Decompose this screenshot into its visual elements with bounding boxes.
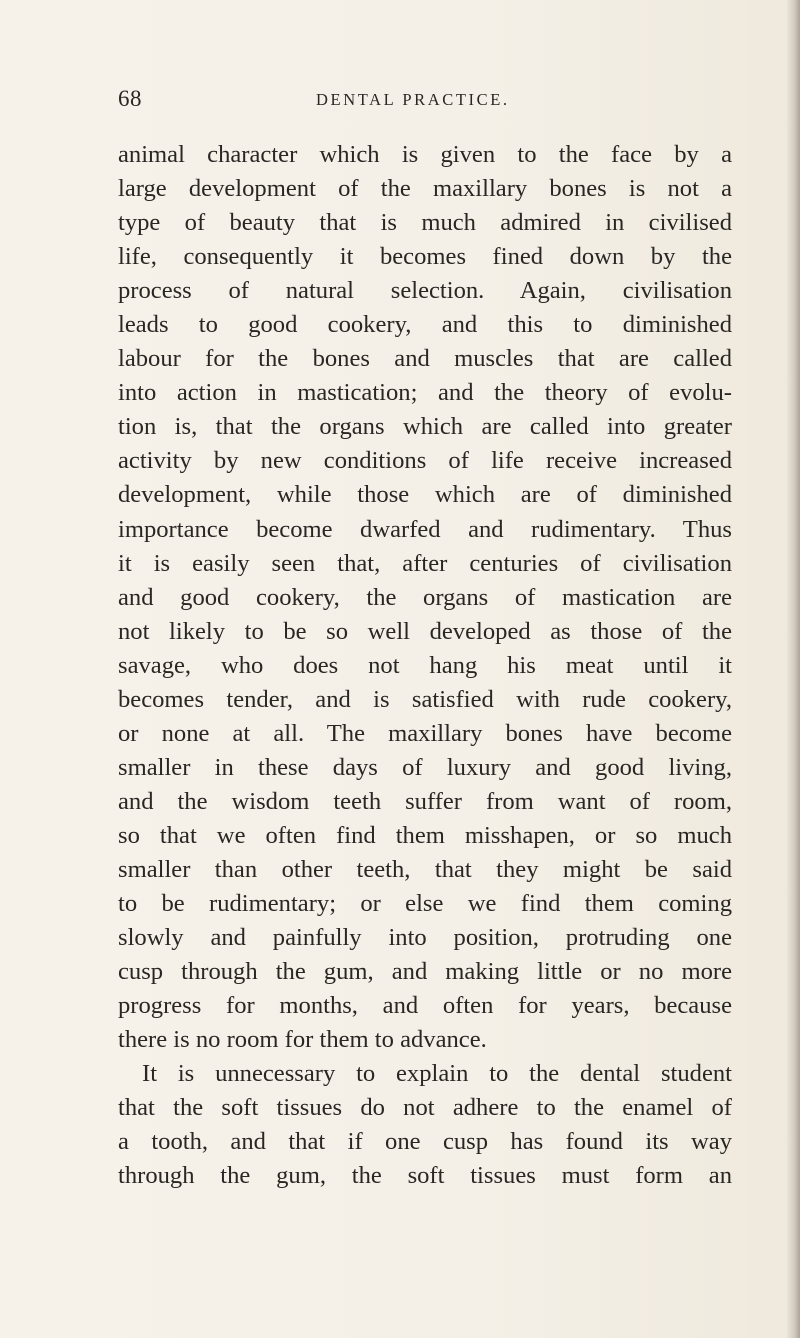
text-line: leads to good cookery, and this to diminished <box>118 311 732 339</box>
text-line: into action in mastication; and the theory of evolu- <box>118 379 732 407</box>
text-line: development, while those which are of diminished <box>118 481 732 509</box>
text-line: large development of the maxillary bones is not a <box>118 175 732 203</box>
page-header <box>118 86 732 116</box>
text-line: type of beauty that is much admired in civilised <box>118 209 732 237</box>
text-line: life, consequently it becomes fined down by the <box>118 243 732 271</box>
text-line: activity by new conditions of life receive increased <box>118 447 732 475</box>
text-line: not likely to be so well developed as those of the <box>118 617 732 645</box>
page-edge-shadow <box>786 0 800 1338</box>
text-line: smaller than other teeth, that they might be said <box>118 855 732 883</box>
text-line: it is easily seen that, after centuries of civilisation <box>118 549 732 577</box>
text-line: and good cookery, the organs of mastication are <box>118 583 732 611</box>
text-line: to be rudimentary; or else we find them coming <box>118 890 732 918</box>
text-line: and the wisdom teeth suffer from want of room, <box>118 787 732 815</box>
text-line: or none at all. The maxillary bones have become <box>118 719 732 747</box>
text-line: progress for months, and often for years, because <box>118 992 732 1020</box>
text-line: It is unnecessary to explain to the dental student <box>142 1060 732 1088</box>
text-line: labour for the bones and muscles that are called <box>118 345 732 373</box>
text-line: slowly and painfully into position, protruding one <box>118 924 732 952</box>
text-line: so that we often find them misshapen, or so much <box>118 821 732 849</box>
text-line: cusp through the gum, and making little or no more <box>118 958 732 986</box>
text-line: through the gum, the soft tissues must form an <box>118 1162 732 1190</box>
text-line: tion is, that the organs which are called into greater <box>118 413 732 441</box>
text-line: a tooth, and that if one cusp has found its way <box>118 1128 732 1156</box>
text-line: smaller in these days of luxury and good living, <box>118 753 732 781</box>
running-head: DENTAL PRACTICE. <box>316 90 510 109</box>
text-line: that the soft tissues do not adhere to the enamel of <box>118 1094 732 1122</box>
text-line: there is no room for them to advance. <box>118 1026 487 1054</box>
text-line: importance become dwarfed and rudimentary. Thus <box>118 515 732 543</box>
text-line: animal character which is given to the face by a <box>118 141 732 168</box>
text-line: process of natural selection. Again, civilisation <box>118 277 732 305</box>
page-number: 68 <box>118 86 142 111</box>
text-line: savage, who does not hang his meat until it <box>118 651 732 679</box>
text-line: becomes tender, and is satisfied with rude cookery, <box>118 685 732 713</box>
body-text <box>118 138 732 1193</box>
